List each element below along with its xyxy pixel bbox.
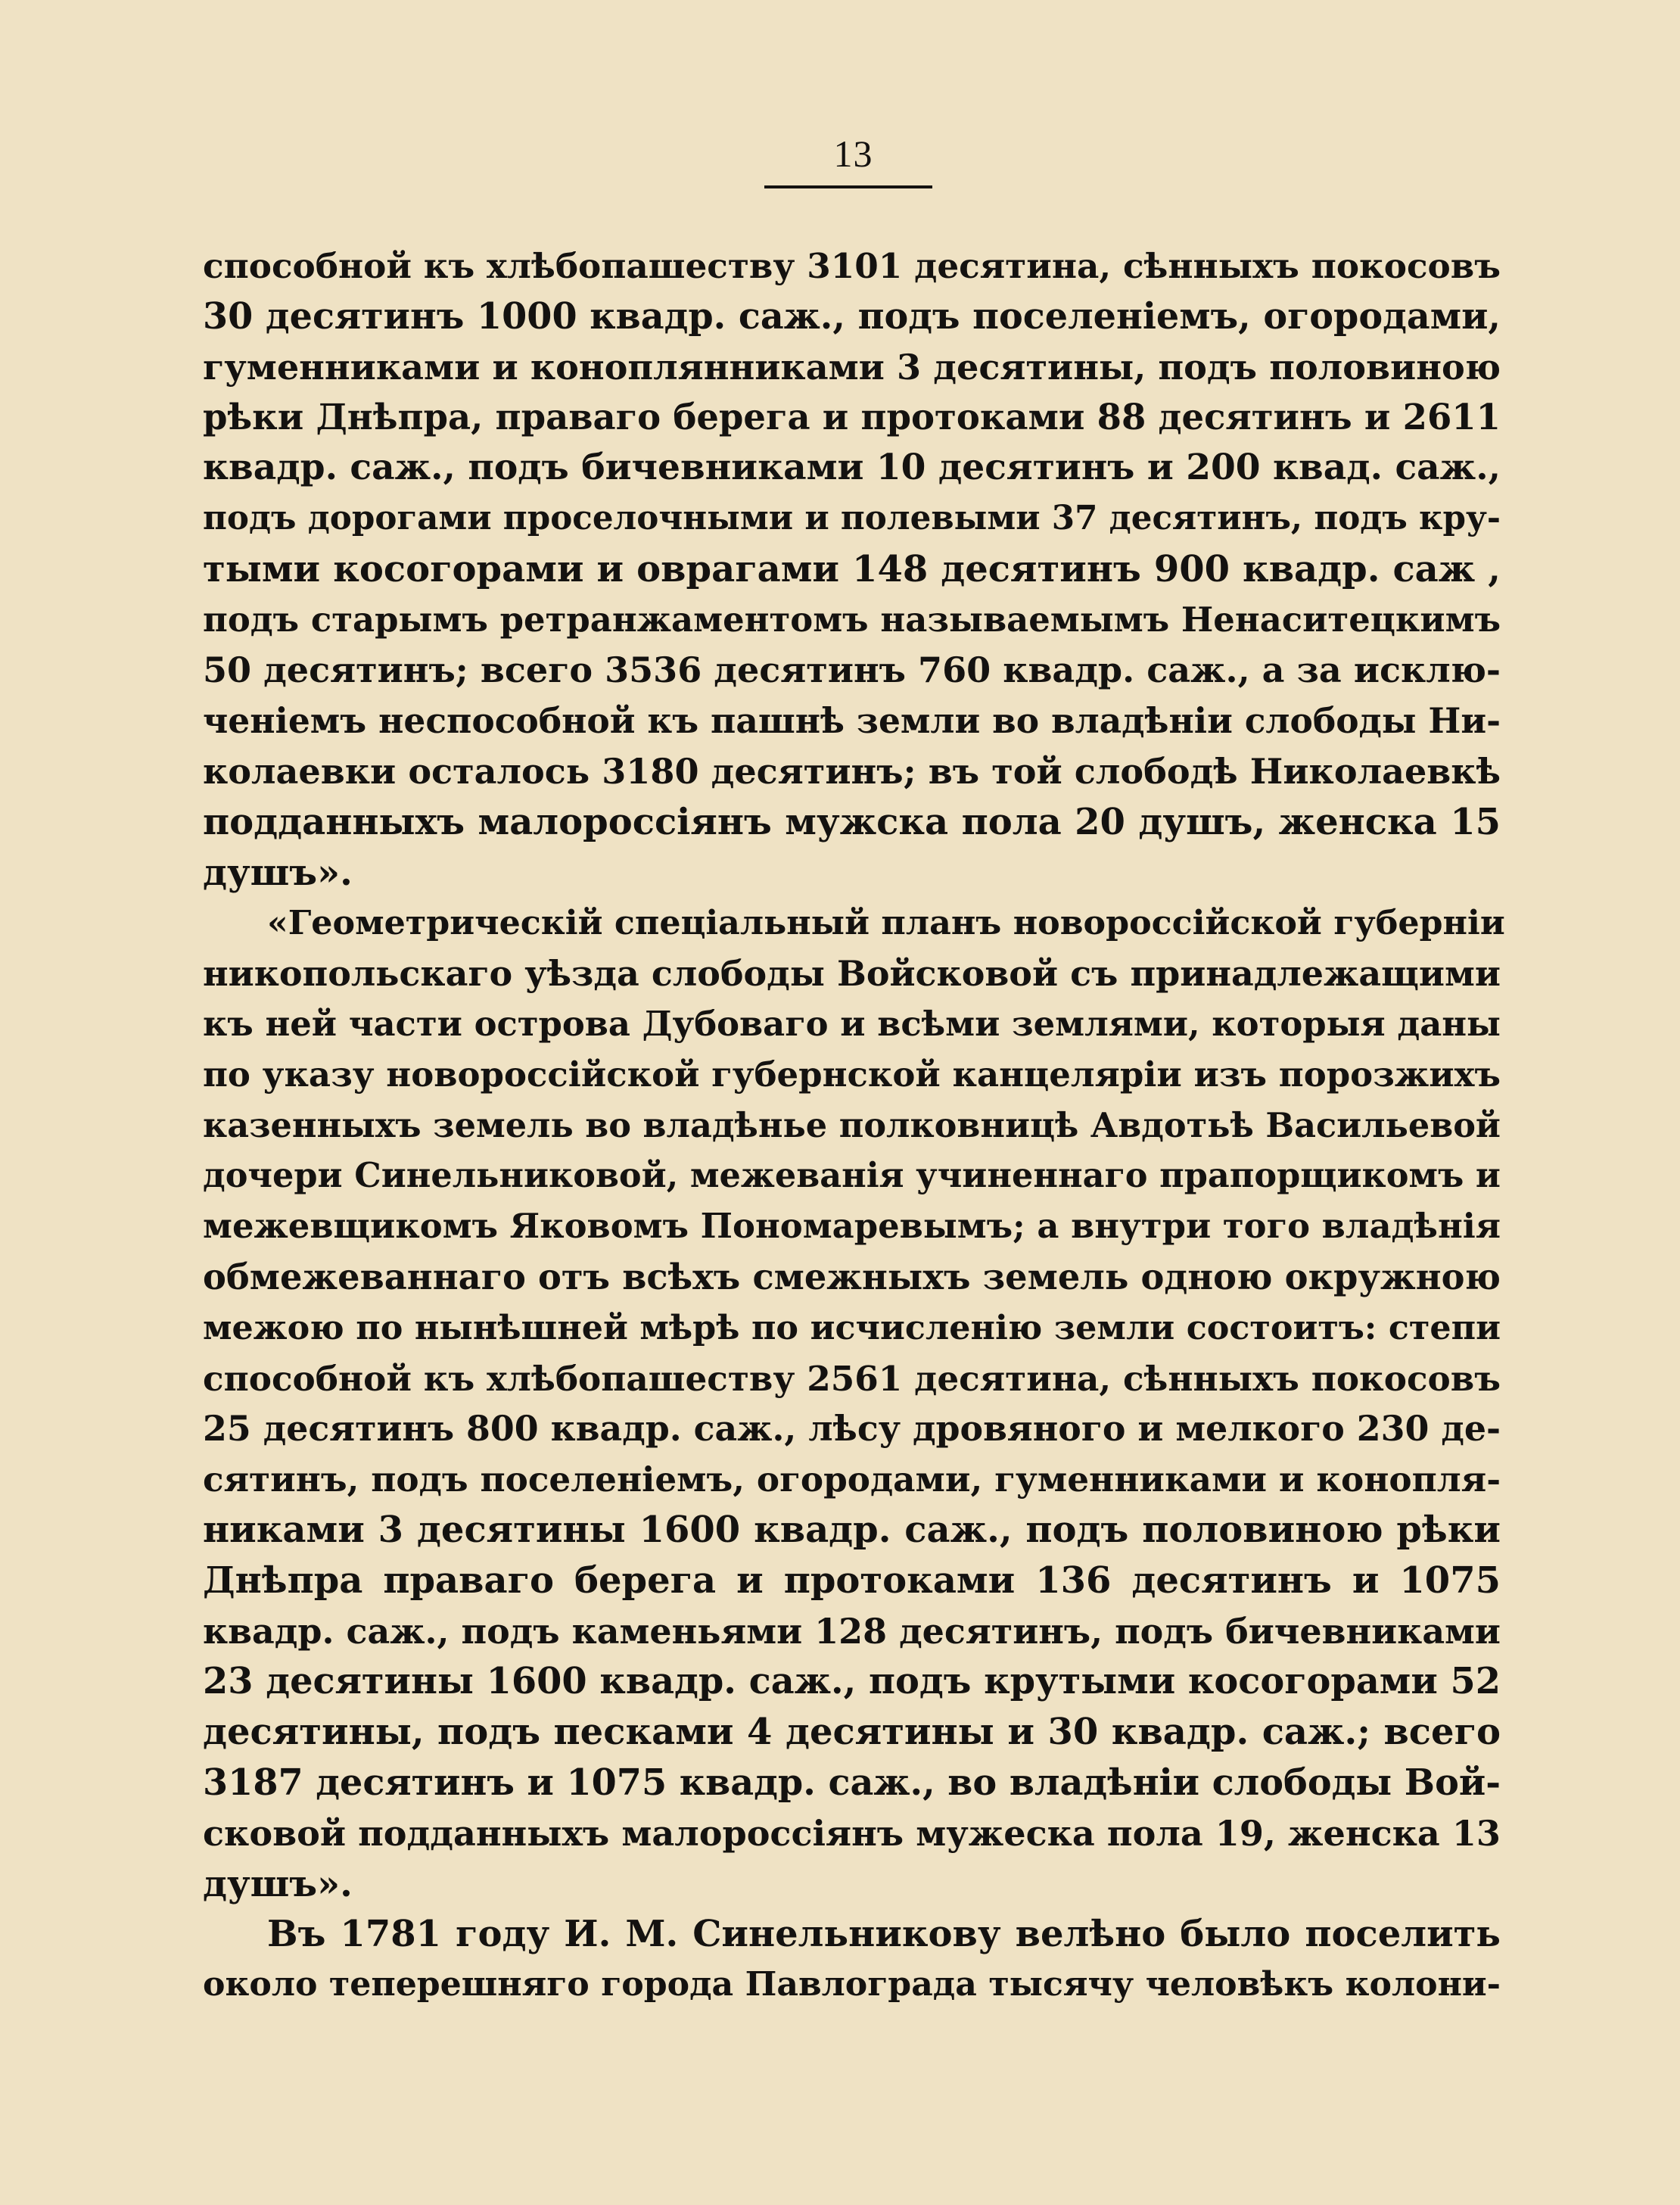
text-line: къ ней части острова Дубоваго и всѣми землями, которыя даны — [203, 1003, 1501, 1044]
text-line: Днѣпра праваго берега и протоками 136 десятинъ и 1075 — [203, 1559, 1501, 1602]
text-line: подданныхъ малороссіянъ мужска пола 20 душъ, женска 15 — [203, 800, 1501, 843]
text-line: квадр. саж., подъ каменьями 128 десятинъ, подъ бичевниками — [203, 1610, 1501, 1652]
text-line: казенныхъ земель во владѣнье полковницѣ Авдотьѣ Васильевой — [203, 1104, 1501, 1145]
text-line: сятинъ, подъ поселеніемъ, огородами, гуменниками и конопля- — [203, 1459, 1501, 1500]
body-text — [203, 241, 1505, 2010]
text-line: 25 десятинъ 800 квадр. саж., лѣсу дровяного и мелкого 230 де- — [203, 1408, 1501, 1450]
text-line: способной къ хлѣбопашеству 2561 десятина, сѣнныхъ покосовъ — [203, 1357, 1501, 1399]
paragraph-2 — [203, 898, 1505, 1909]
text-line: обмежеваннаго отъ всѣхъ смежныхъ земель одною окружною — [203, 1256, 1501, 1297]
paragraph-1 — [203, 241, 1501, 898]
text-line: 50 десятинъ; всего 3536 десятинъ 760 квадр. саж., а за исклю- — [203, 649, 1501, 691]
text-line: никами 3 десятины 1600 квадр. саж., подъ половиною рѣки — [203, 1508, 1501, 1551]
text-line: рѣки Днѣпра, праваго берега и протоками 88 десятинъ и 2611 — [203, 396, 1501, 438]
text-line: способной къ хлѣбопашеству 3101 десятина, сѣнныхъ покосовъ — [203, 245, 1501, 286]
text-line: квадр. саж., подъ бичевниками 10 десятинъ и 200 квад. саж., — [203, 447, 1501, 489]
text-line: гуменниками и коноплянниками 3 десятины, подъ половиною — [203, 346, 1501, 388]
text-line: межевщикомъ Яковомъ Пономаревымъ; а внутри того владѣнія — [203, 1206, 1501, 1247]
page-number: 13 — [833, 132, 873, 175]
text-line: никопольскаго уѣзда слободы Войсковой съ принадлежащими — [203, 953, 1501, 995]
text-line: подъ старымъ ретранжаментомъ называемымъ Ненаситецкимъ — [203, 599, 1501, 640]
text-line: подъ дорогами проселочными и полевыми 37 десятинъ, подъ кру- — [203, 498, 1501, 537]
text-line: десятины, подъ песками 4 десятины и 30 квадр. саж.; всего — [203, 1711, 1501, 1754]
text-line: тыми косогорами и оврагами 148 десятинъ 900 квадр. саж , — [203, 547, 1501, 590]
paragraph-3 — [203, 1909, 1501, 2010]
text-line: Въ 1781 году И. М. Синельникову велѣно было поселить — [267, 1913, 1501, 1956]
text-line: душъ». — [203, 1862, 353, 1905]
text-line: по указу новороссійской губернской канцеляріи изъ порозжихъ — [203, 1054, 1501, 1095]
page-number-rule — [764, 185, 932, 188]
text-line: 23 десятины 1600 квадр. саж., подъ крутыми косогорами 52 — [203, 1660, 1501, 1703]
text-line: сковой подданныхъ малороссіянъ мужеска пола 19, женска 13 — [203, 1812, 1501, 1854]
text-line: дочери Синельниковой, межеванія учиненнаго прапорщикомъ и — [203, 1155, 1501, 1196]
text-line: душъ». — [203, 851, 353, 894]
text-line: около теперешняго города Павлограда тысячу человѣкъ колони- — [203, 1965, 1501, 2004]
text-line: ченіемъ неспособной къ пашнѣ земли во владѣніи слободы Ни- — [203, 700, 1501, 742]
text-line: 30 десятинъ 1000 квадр. саж., подъ поселеніемъ, огородами, — [203, 294, 1501, 338]
text-line: 3187 десятинъ и 1075 квадр. саж., во владѣніи слободы Вой- — [203, 1761, 1501, 1804]
text-line: колаевки осталось 3180 десятинъ; въ той слободѣ Николаевкѣ — [203, 750, 1501, 792]
text-line: «Геометрическій спеціальный планъ новороссійской губерніи — [267, 903, 1505, 943]
text-line: межою по нынѣшней мѣрѣ по исчисленію земли состоитъ: степи — [203, 1307, 1501, 1347]
